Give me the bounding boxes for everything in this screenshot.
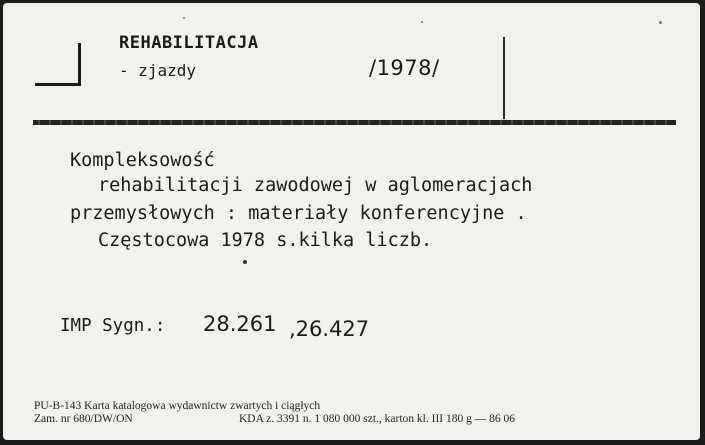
call-number-label: IMP Sygn.: [60,316,166,336]
header-rule [33,120,676,125]
footer-order-line: Zam. nr 680/DW/ON [34,413,133,425]
header-corner-horizontal-line [35,83,81,86]
title-line-2: rehabilitacji zawodowej w aglomeracjach [98,175,533,196]
ink-dot [243,260,247,264]
year-label: /1978/ [369,56,440,80]
header-divider-line [503,37,505,119]
subject-subheading: - zjazdy [119,61,197,80]
footer-print-info-line: KDA z. 3391 n. 1 080 000 szt., karton kl. III 180 g — 86 06 [239,413,515,425]
header-corner-vertical-line [78,43,81,85]
call-number-value-1: 28.261 [203,312,277,336]
publication-line: Częstocowa 1978 s.kilka liczb. [98,230,433,251]
paper-speck [183,17,185,19]
paper-speck [421,21,423,23]
catalog-card [3,3,700,440]
paper-speck [659,21,662,24]
footer-form-line: PU-B-143 Karta katalogowa wydawnictw zwartych i ciągłych [34,400,321,412]
call-number-value-2: ,26.427 [289,317,370,341]
title-line-3: przemysłowych : materiały konferencyjne . [70,203,527,224]
title-line-1: Kompleksowość [70,150,215,171]
subject-heading: REHABILITACJA [119,33,259,53]
